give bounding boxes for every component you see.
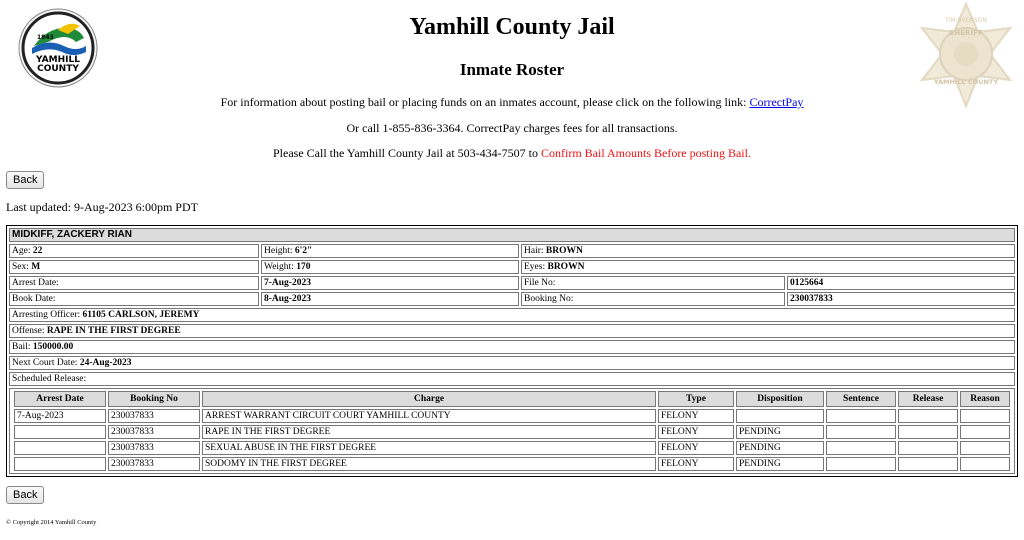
cell-reason xyxy=(960,425,1010,439)
cell-reason xyxy=(960,409,1010,423)
cell-arrest-date xyxy=(14,425,106,439)
cell-disposition: PENDING xyxy=(736,441,824,455)
col-type: Type xyxy=(658,391,734,407)
badge-role: SHERIFF xyxy=(949,29,983,37)
badge-county: YAMHILL COUNTY xyxy=(933,78,999,86)
cell-booking-no: 230037833 xyxy=(108,409,200,423)
charge-row xyxy=(14,457,1010,471)
col-arrest-date: Arrest Date xyxy=(14,391,106,407)
cell-release xyxy=(898,425,958,439)
booking-no-value: 230037833 xyxy=(787,292,1015,306)
confirm-bail-line xyxy=(0,146,1024,161)
offense: Offense: RAPE IN THE FIRST DEGREE xyxy=(9,324,1015,338)
cell-disposition: PENDING xyxy=(736,457,824,471)
phone-info-line: Or call 1-855-836-3364. CorrectPay charges fees for all transactions. xyxy=(346,121,678,135)
height-cell: Height: 6'2" xyxy=(261,244,519,258)
inmate-name: MIDKIFF, ZACKERY RIAN xyxy=(9,228,1015,242)
charges-header-row xyxy=(14,391,1010,407)
cell-charge: SODOMY IN THE FIRST DEGREE xyxy=(202,457,656,471)
weight-cell: Weight: 170 xyxy=(261,260,519,274)
cell-type: FELONY xyxy=(658,441,734,455)
cell-arrest-date: 7-Aug-2023 xyxy=(14,409,106,423)
eyes-value: BROWN xyxy=(547,262,585,272)
bail: Bail: 150000.00 xyxy=(9,340,1015,354)
weight-value: 170 xyxy=(296,262,311,272)
copyright: © Copyright 2014 Yamhill County xyxy=(6,519,97,526)
cell-type: FELONY xyxy=(658,457,734,471)
bail-info-line xyxy=(0,95,1024,110)
confirm-bail-warning: Confirm Bail Amounts Before posting Bail. xyxy=(540,146,751,160)
cell-charge: RAPE IN THE FIRST DEGREE xyxy=(202,425,656,439)
logo-line1: YAMHILL xyxy=(36,55,80,65)
page-title: Yamhill County Jail xyxy=(409,14,615,40)
cell-charge: SEXUAL ABUSE IN THE FIRST DEGREE xyxy=(202,441,656,455)
correctpay-link[interactable]: CorrectPay xyxy=(749,95,804,109)
cell-booking-no: 230037833 xyxy=(108,425,200,439)
charge-row xyxy=(14,441,1010,455)
page-subtitle: Inmate Roster xyxy=(459,60,565,79)
age-value: 22 xyxy=(32,246,43,256)
inmate-record-table xyxy=(6,225,1018,477)
col-reason: Reason xyxy=(960,391,1010,407)
badge-name: TIM SVENSON xyxy=(945,17,987,24)
cell-booking-no: 230037833 xyxy=(108,457,200,471)
hair-cell: Hair: BROWN xyxy=(521,244,1015,258)
col-release: Release xyxy=(898,391,958,407)
cell-reason xyxy=(960,457,1010,471)
book-date-value: 8-Aug-2023 xyxy=(261,292,519,306)
height-value: 6'2" xyxy=(294,246,313,256)
logo-line2: COUNTY xyxy=(37,64,79,74)
booking-no-label: Booking No: xyxy=(521,292,785,306)
charge-row xyxy=(14,425,1010,439)
book-date-label: Book Date: xyxy=(9,292,259,306)
sex-cell: Sex: M xyxy=(9,260,259,274)
back-button-bottom[interactable]: Back xyxy=(6,486,44,504)
cell-type: FELONY xyxy=(658,425,734,439)
back-button-top[interactable]: Back xyxy=(6,171,44,189)
cell-arrest-date xyxy=(14,441,106,455)
scheduled-release: Scheduled Release: xyxy=(9,372,1015,386)
hair-value: BROWN xyxy=(545,246,583,256)
cell-type: FELONY xyxy=(658,409,734,423)
cell-sentence xyxy=(826,425,896,439)
file-no-value: 0125664 xyxy=(787,276,1015,290)
last-updated: Last updated: 9-Aug-2023 6:00pm PDT xyxy=(6,200,198,214)
col-charge: Charge xyxy=(202,391,656,407)
age-cell: Age: 22 xyxy=(9,244,259,258)
file-no-label: File No: xyxy=(521,276,785,290)
confirm-bail-text: Please Call the Yamhill County Jail at 503-434-7507 to xyxy=(273,146,538,160)
col-sentence: Sentence xyxy=(826,391,896,407)
charge-row xyxy=(14,409,1010,423)
cell-sentence xyxy=(826,457,896,471)
arrest-date-label: Arrest Date: xyxy=(9,276,259,290)
cell-reason xyxy=(960,441,1010,455)
next-court-date: Next Court Date: 24-Aug-2023 xyxy=(9,356,1015,370)
arrest-date-value: 7-Aug-2023 xyxy=(261,276,519,290)
cell-booking-no: 230037833 xyxy=(108,441,200,455)
cell-arrest-date xyxy=(14,457,106,471)
logo-year: 1843 xyxy=(37,34,54,41)
cell-sentence xyxy=(826,441,896,455)
sex-value: M xyxy=(31,262,41,272)
cell-release xyxy=(898,409,958,423)
cell-disposition xyxy=(736,409,824,423)
cell-release xyxy=(898,457,958,471)
eyes-cell: Eyes: BROWN xyxy=(521,260,1015,274)
cell-disposition: PENDING xyxy=(736,425,824,439)
bail-info-text: For information about posting bail or placing funds on an inmates account, please click on the following link: xyxy=(220,95,747,109)
charges-wrapper xyxy=(9,388,1015,474)
charges-table xyxy=(12,389,1012,473)
cell-release xyxy=(898,441,958,455)
arresting-officer: Arresting Officer: 61105 CARLSON, JEREMY xyxy=(9,308,1015,322)
col-booking-no: Booking No xyxy=(108,391,200,407)
cell-sentence xyxy=(826,409,896,423)
cell-charge: ARREST WARRANT CIRCUIT COURT YAMHILL COUNTY xyxy=(202,409,656,423)
col-disposition: Disposition xyxy=(736,391,824,407)
